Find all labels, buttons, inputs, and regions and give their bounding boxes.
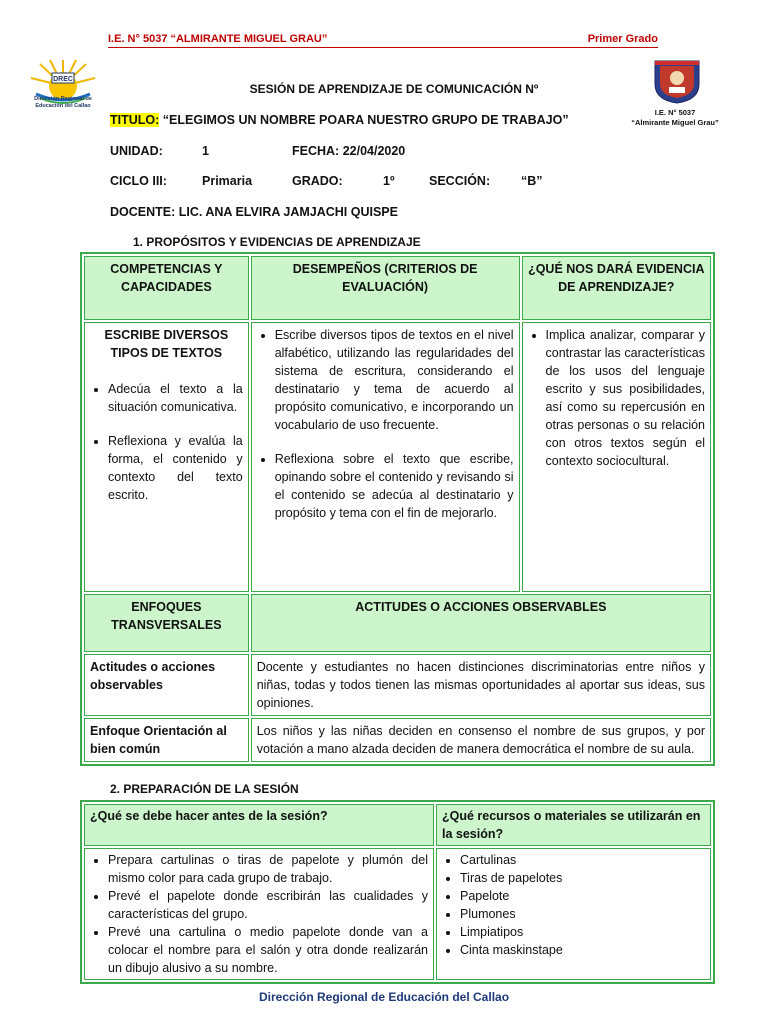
list-item: • Prevé el papelote donde escribirán las cualidades y características del grupo. [108, 887, 428, 923]
list-item: • Implica analizar, comparar y contrastar las características de los usos del lenguaje escrito y sus posibilidades, así como su repercusión en otras personas o su relación con otros textos según el contexto sociocultural. [546, 326, 705, 470]
titulo-value: “ELEGIMOS UN NOMBRE POARA NUESTRO GRUPO DE TRABAJO” [162, 113, 569, 127]
list-item: • Plumones [460, 905, 705, 923]
col-antes-header: ¿Qué se debe hacer antes de la sesión? [84, 804, 434, 846]
enfoque-row1-label: Actitudes o acciones observables [84, 654, 249, 716]
unidad-label: UNIDAD: [110, 144, 163, 158]
list-item: • Papelote [460, 887, 705, 905]
list-item: • Prevé una cartulina o medio papelote donde van a colocar el nombre para el salón y otra donde realizarán un dibujo alusivo a su nombre. [108, 923, 428, 977]
list-item: • Cinta maskinstape [460, 941, 705, 959]
footer-text: Dirección Regional de Educación del Callao [258, 990, 510, 1004]
actitudes-header: ACTITUDES O ACCIONES OBSERVABLES [251, 594, 711, 652]
school-crest-caption: I.E. N° 5037 “Almirante Miguel Grau” [631, 108, 719, 127]
evidencia-list [528, 326, 705, 470]
list-item: • Reflexiona sobre el texto que escribe, opinando sobre el contenido y revisando si el contenido se adecúa al destinatario y propósito y tema con el fin de mejorarlo. [275, 450, 514, 522]
enfoque-row1-text: Docente y estudiantes no hacen distinciones discriminatorias entre niños y niñas, todas y todos tienen las mismas oportunidades al aportar sus ideas, sus opiniones. [251, 654, 711, 716]
col-desempenos-header: DESEMPEÑOS (CRITERIOS DE EVALUACIÓN) [251, 256, 520, 320]
col-competencias-header: COMPETENCIAS Y CAPACIDADES [84, 256, 249, 320]
section1-heading: 1. PROPÓSITOS Y EVIDENCIAS DE APRENDIZAJE [133, 235, 421, 249]
list-item: • Cartulinas [460, 851, 705, 869]
enfoque-row2-text: Los niños y las niñas deciden en consenso el nombre de sus grupos, y por votación a mano alzada deciden de manera democrática el nombre de su aula. [251, 718, 711, 762]
grado-label: GRADO: [292, 174, 343, 188]
drec-badge-text: DREC [53, 76, 73, 83]
col-recursos-header: ¿Qué recursos o materiales se utilizarán en la sesión? [436, 804, 711, 846]
ciclo-value: Primaria [202, 174, 253, 188]
list-item: • Prepara cartulinas o tiras de papelote y plumón del mismo color para cada grupo de trabajo. [108, 851, 428, 887]
list-item: • Tiras de papelotes [460, 869, 705, 887]
list-item: • Reflexiona y evalúa la forma, el contenido y contexto del texto escrito. [108, 432, 243, 504]
session-title: SESIÓN DE APRENDIZAJE DE COMUNICACIÓN Nº [249, 82, 539, 96]
evidencia-cell [522, 322, 711, 592]
tasks-list [90, 851, 428, 977]
school-name: I.E. N° 5037 “ALMIRANTE MIGUEL GRAU” [108, 33, 328, 45]
desempenos-list [257, 326, 514, 522]
fecha: FECHA: 22/04/2020 [292, 144, 406, 158]
drec-caption: Dirección Regional de Educación del Callao [34, 96, 92, 109]
list-item: • Adecúa el texto a la situación comunicativa. [108, 380, 243, 416]
docente: DOCENTE: LIC. ANA ELVIRA JAMJACHI QUISPE [110, 205, 398, 219]
competencia-title: ESCRIBE DIVERSOS TIPOS DE TEXTOS [104, 328, 229, 360]
section2-heading: 2. PREPARACIÓN DE LA SESIÓN [110, 782, 299, 796]
capacidades-list [90, 380, 243, 504]
tasks-cell [84, 848, 434, 980]
competencias-cell [84, 322, 249, 592]
ciclo-label: CICLO III: [110, 174, 167, 188]
grade-label: Primer Grado [587, 33, 658, 45]
desempenos-cell [251, 322, 520, 592]
col-evidencia-header: ¿QUÉ NOS DARÁ EVIDENCIA DE APRENDIZAJE? [522, 256, 711, 320]
materials-list [442, 851, 705, 959]
school-crest-logo [652, 58, 702, 104]
list-item: • Escribe diversos tipos de textos en el nivel alfabético, utilizando las regularidades del sistema de escritura, considerando el destinatario y tema de acuerdo al propósito comunicativo, e incorporando un vocabulario de uso frecuente. [275, 326, 514, 434]
purposes-table [80, 252, 715, 766]
titulo-line [110, 113, 569, 127]
materials-cell [436, 848, 711, 980]
seccion-value: “B” [521, 174, 543, 188]
preparation-table [80, 800, 715, 984]
titulo-label: TITULO: [110, 113, 160, 127]
unidad-value: 1 [202, 144, 209, 158]
enfoques-header: ENFOQUES TRANSVERSALES [84, 594, 249, 652]
list-item: • Limpiatipos [460, 923, 705, 941]
enfoque-row2-label: Enfoque Orientación al bien común [84, 718, 249, 762]
grado-value: 1º [383, 174, 395, 188]
seccion-label: SECCIÓN: [429, 174, 491, 188]
